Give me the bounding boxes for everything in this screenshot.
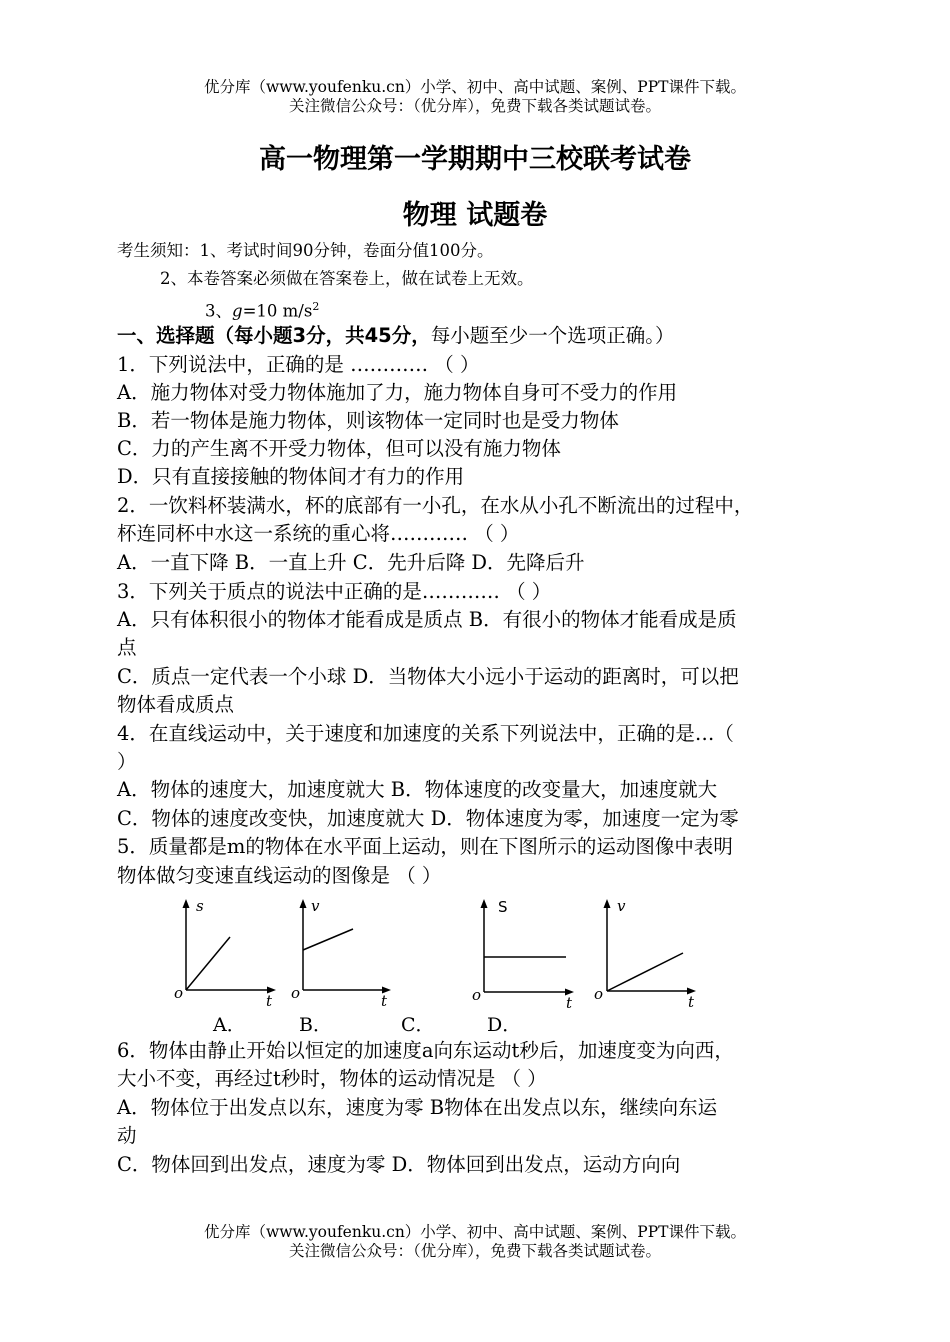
question-line: A．物体位于出发点以东，速度为零 B物体在出发点以东，继续向东运 bbox=[117, 1096, 718, 1119]
graph-b-origin: o bbox=[291, 984, 301, 1002]
question-line: B．若一物体是施力物体，则该物体一定同时也是受力物体 bbox=[117, 409, 619, 432]
graph-a-x-label: t bbox=[266, 992, 273, 1010]
header-line-2: 关注微信公众号：（优分库），免费下载各类试题试卷。 bbox=[288, 97, 661, 115]
question-line: C．力的产生离不开受力物体，但可以没有施力物体 bbox=[117, 437, 561, 460]
graph-c-y-arrow bbox=[481, 899, 488, 908]
footer-line-2: 关注微信公众号：（优分库），免费下载各类试题试卷。 bbox=[288, 1242, 661, 1260]
question-line: 5．质量都是m的物体在水平面上运动，则在下图所示的运动图像中表明 bbox=[117, 835, 733, 858]
question-line: 6．物体由静止开始以恒定的加速度a向东运动t秒后，加速度变为向西， bbox=[117, 1039, 734, 1062]
notice-line-3-prefix: 3、 bbox=[205, 301, 232, 321]
section-heading-bold: 一、选择题（每小题3分，共45分， bbox=[117, 324, 431, 347]
page-title: 高一物理第一学期期中三校联考试卷 bbox=[259, 144, 691, 175]
question-line: C．物体的速度改变快，加速度就大 D．物体速度为零，加速度一定为零 bbox=[117, 807, 739, 830]
question-line: 杯连同杯中水这一系统的重心将………… （ ） bbox=[117, 522, 520, 545]
graph-b bbox=[285, 895, 395, 1010]
graph-a-y-arrow bbox=[183, 899, 190, 908]
question-line: A．施力物体对受力物体施加了力，施力物体自身可不受力的作用 bbox=[117, 381, 678, 404]
question-line: 1．下列说法中，正确的是 ………… （ ） bbox=[117, 353, 480, 376]
graph-d bbox=[590, 895, 705, 1010]
notice-g-symbol: g bbox=[232, 301, 243, 321]
graph-b-x-label: t bbox=[381, 992, 388, 1010]
question-line: C．质点一定代表一个小球 D．当物体大小远小于运动的距离时，可以把 bbox=[117, 665, 739, 688]
graph-d-line bbox=[607, 953, 683, 991]
question-line: 2．一饮料杯装满水，杯的底部有一小孔，在水从小孔不断流出的过程中， bbox=[117, 494, 754, 517]
graph-b-y-arrow bbox=[300, 899, 307, 908]
section-heading-rest: 每小题至少一个选项正确。） bbox=[430, 324, 675, 347]
graph-a-line bbox=[186, 937, 230, 990]
notice-line-3 bbox=[205, 296, 319, 323]
graph-c-y-label: S bbox=[498, 898, 508, 916]
graph-label-b: B． bbox=[299, 1014, 332, 1036]
header-line-1: 优分库（www.youfenku.cn）小学、初中、高中试题、案例、PPT课件下载。 bbox=[203, 78, 747, 96]
question-line: A．物体的速度大，加速度就大 B．物体速度的改变量大，加速度就大 bbox=[117, 778, 718, 801]
question-line: 大小不变，再经过t秒时，物体的运动情况是 （ ） bbox=[117, 1067, 547, 1090]
graph-label-c: C． bbox=[401, 1014, 435, 1036]
graph-a bbox=[170, 895, 280, 1010]
question-line: D．只有直接接触的物体间才有力的作用 bbox=[117, 465, 465, 488]
footer-line-1: 优分库（www.youfenku.cn）小学、初中、高中试题、案例、PPT课件下载。 bbox=[203, 1223, 747, 1241]
page-subtitle: 物理 试题卷 bbox=[402, 200, 548, 231]
notice-line-3-value: =10 m/s bbox=[242, 301, 313, 321]
question-line: 物体做匀变速直线运动的图像是 （ ） bbox=[117, 864, 442, 887]
graph-a-origin: o bbox=[174, 984, 184, 1002]
question-line: ） bbox=[117, 750, 137, 773]
question-line: A．只有体积很小的物体才能看成是质点 B．有很小的物体才能看成是质 bbox=[117, 608, 737, 631]
graph-d-x-label: t bbox=[688, 993, 695, 1010]
graph-label-d: D． bbox=[487, 1014, 522, 1036]
notice-superscript: 2 bbox=[312, 300, 320, 313]
graph-c-x-label: t bbox=[566, 994, 573, 1010]
question-line: 点 bbox=[117, 636, 137, 659]
question-line: C．物体回到出发点，速度为零 D．物体回到出发点，运动方向向 bbox=[117, 1153, 681, 1176]
graph-b-line bbox=[303, 929, 353, 950]
graph-c bbox=[468, 895, 583, 1010]
notice-line-1: 考生须知：1、考试时间90分钟，卷面分值100分。 bbox=[117, 241, 494, 260]
graph-label-a: A． bbox=[213, 1014, 246, 1036]
notice-line-2: 2、本卷答案必须做在答案卷上，做在试卷上无效。 bbox=[160, 269, 534, 288]
question-line: 4．在直线运动中，关于速度和加速度的关系下列说法中，正确的是…（ bbox=[117, 722, 734, 745]
graph-a-y-label: s bbox=[196, 897, 204, 915]
graph-d-origin: o bbox=[594, 985, 604, 1003]
question-line: 动 bbox=[117, 1124, 137, 1147]
graph-b-y-label: v bbox=[311, 897, 320, 915]
graph-d-y-arrow bbox=[604, 899, 611, 908]
graph-c-origin: o bbox=[472, 986, 482, 1004]
question-line: A．一直下降 B．一直上升 C．先升后降 D．先降后升 bbox=[117, 551, 585, 574]
question-line: 物体看成质点 bbox=[117, 693, 235, 716]
section-heading bbox=[117, 322, 674, 350]
question-line: 3．下列关于质点的说法中正确的是………… （ ） bbox=[117, 580, 552, 603]
graph-d-y-label: v bbox=[617, 897, 626, 915]
